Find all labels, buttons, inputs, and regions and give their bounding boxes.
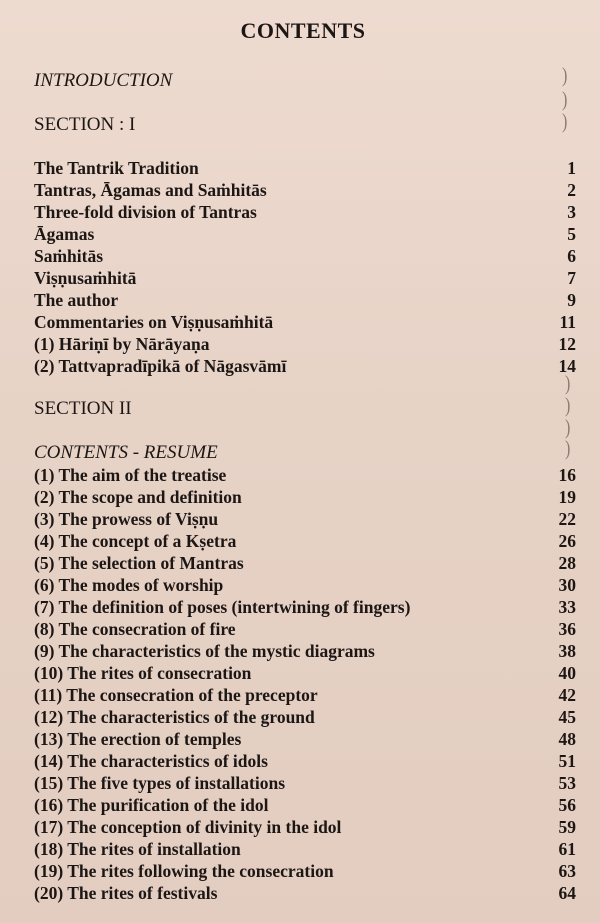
toc-entry-label: (9) The characteristics of the mystic diagrams [34, 641, 375, 661]
toc-entry-page: 1 [567, 158, 576, 178]
toc-entry [34, 574, 576, 596]
section-2-heading: SECTION II [34, 398, 132, 419]
bleed-through-mark: ) [565, 417, 571, 440]
toc-entry-page: 42 [558, 685, 576, 705]
toc-entry-page: 3 [567, 202, 576, 222]
toc-entry [34, 772, 576, 794]
page-title: CONTENTS [240, 18, 366, 43]
toc-entry [34, 464, 576, 486]
section-1-heading: SECTION : I [34, 114, 136, 135]
toc-entry [34, 223, 576, 245]
toc-entry-label: (16) The purification of the idol [34, 795, 269, 815]
toc-entry-label: (1) Hāriṇī by Nārāyaṇa [34, 334, 210, 354]
toc-entry-page: 7 [567, 268, 576, 288]
bleed-through-mark: ) [565, 438, 571, 461]
toc-entry-page: 61 [558, 839, 576, 859]
toc-entry [34, 157, 576, 179]
toc-entry-label: (2) Tattvapradīpikā of Nāgasvāmī [34, 356, 287, 376]
toc-entry-label: (7) The definition of poses (intertwining of fingers) [34, 597, 411, 617]
toc-entry-label: (11) The consecration of the preceptor [34, 685, 318, 705]
toc-entry-page: 33 [558, 597, 576, 617]
toc-entry [34, 596, 576, 618]
toc-entry-label: (10) The rites of consecration [34, 663, 252, 683]
toc-entry [34, 311, 576, 333]
toc-entry [34, 618, 576, 640]
section-2-subheading: CONTENTS - RESUME [34, 442, 218, 463]
toc-entry [34, 267, 576, 289]
toc-entry-label: The author [34, 290, 119, 310]
toc-entry [34, 355, 576, 377]
toc-entry-label: (18) The rites of installation [34, 839, 241, 859]
toc-entry-label: (5) The selection of Mantras [34, 553, 244, 573]
toc-entry-page: 53 [558, 773, 576, 793]
toc-entry-page: 28 [558, 553, 576, 573]
toc-entry [34, 838, 576, 860]
toc-entry-label: (14) The characteristics of idols [34, 751, 268, 771]
toc-entry [34, 706, 576, 728]
toc-entry [34, 201, 576, 223]
toc-entry-page: 26 [558, 531, 576, 551]
toc-entry-page: 16 [558, 465, 576, 485]
toc-entry-page: 9 [567, 290, 576, 310]
toc-entry [34, 245, 576, 267]
toc-entry-page: 5 [567, 224, 576, 244]
bleed-through-mark: ) [562, 111, 568, 134]
bleed-through-mark: ) [562, 89, 568, 112]
toc-entry [34, 750, 576, 772]
toc-entry-page: 6 [567, 246, 576, 266]
toc-entry [34, 728, 576, 750]
toc-entry [34, 486, 576, 508]
toc-entry-page: 19 [558, 487, 576, 507]
toc-entry-page: 12 [558, 334, 576, 354]
bleed-through-mark: ) [562, 65, 568, 88]
toc-entry [34, 662, 576, 684]
toc-entry-label: (20) The rites of festivals [34, 883, 218, 903]
toc-entry [34, 860, 576, 882]
toc-entry [34, 816, 576, 838]
toc-entry-label: The Tantrik Tradition [34, 158, 199, 178]
toc-entry-label: Āgamas [34, 224, 95, 244]
toc-entry [34, 530, 576, 552]
toc-entry-label: (3) The prowess of Viṣṇu [34, 509, 219, 529]
toc-entry-label: (17) The conception of divinity in the idol [34, 817, 342, 837]
toc-entry-label: Three-fold division of Tantras [34, 202, 257, 222]
toc-entry [34, 289, 576, 311]
toc-entry-page: 48 [558, 729, 576, 749]
toc-entry [34, 882, 576, 904]
toc-entry-page: 59 [558, 817, 576, 837]
toc-entry-page: 30 [558, 575, 576, 595]
toc-entry [34, 333, 576, 355]
toc-entry-label: (13) The erection of temples [34, 729, 242, 749]
toc-entry-page: 64 [558, 883, 576, 903]
bleed-through-mark: ) [565, 395, 571, 418]
toc-entry-page: 11 [559, 312, 576, 332]
toc-entry [34, 179, 576, 201]
toc-entry-page: 38 [558, 641, 576, 661]
toc-entry-label: Viṣṇusaṁhitā [34, 268, 137, 288]
toc-entry-label: (1) The aim of the treatise [34, 465, 227, 485]
toc-entry-page: 22 [558, 509, 576, 529]
toc-entry-label: (19) The rites following the consecration [34, 861, 334, 881]
toc-entry-label: Commentaries on Viṣṇusaṁhitā [34, 312, 274, 332]
toc-entry-page: 36 [558, 619, 576, 639]
toc-entry-label: (15) The five types of installations [34, 773, 285, 793]
toc-entry-page: 45 [558, 707, 576, 727]
toc-entry-label: Saṁhitās [34, 246, 104, 266]
toc-entry [34, 508, 576, 530]
toc-entry-page: 2 [567, 180, 576, 200]
bleed-through-mark: ) [565, 373, 571, 396]
toc-entry-label: (4) The concept of a Kṣetra [34, 531, 237, 551]
toc-entry-page: 63 [558, 861, 576, 881]
introduction-heading: INTRODUCTION [34, 70, 173, 91]
toc-entry-label: (6) The modes of worship [34, 575, 224, 595]
toc-entry [34, 684, 576, 706]
toc-entry-page: 56 [558, 795, 576, 815]
toc-entry-label: (8) The consecration of fire [34, 619, 236, 639]
toc-entry-label: Tantras, Āgamas and Saṁhitās [34, 180, 267, 200]
toc-entry-label: (2) The scope and definition [34, 487, 242, 507]
toc-entry-label: (12) The characteristics of the ground [34, 707, 315, 727]
toc-entry-page: 14 [558, 356, 576, 376]
toc-entry [34, 552, 576, 574]
toc-entry-page: 51 [558, 751, 576, 771]
toc-entry-page: 40 [558, 663, 576, 683]
toc-entry [34, 794, 576, 816]
toc-entry [34, 640, 576, 662]
